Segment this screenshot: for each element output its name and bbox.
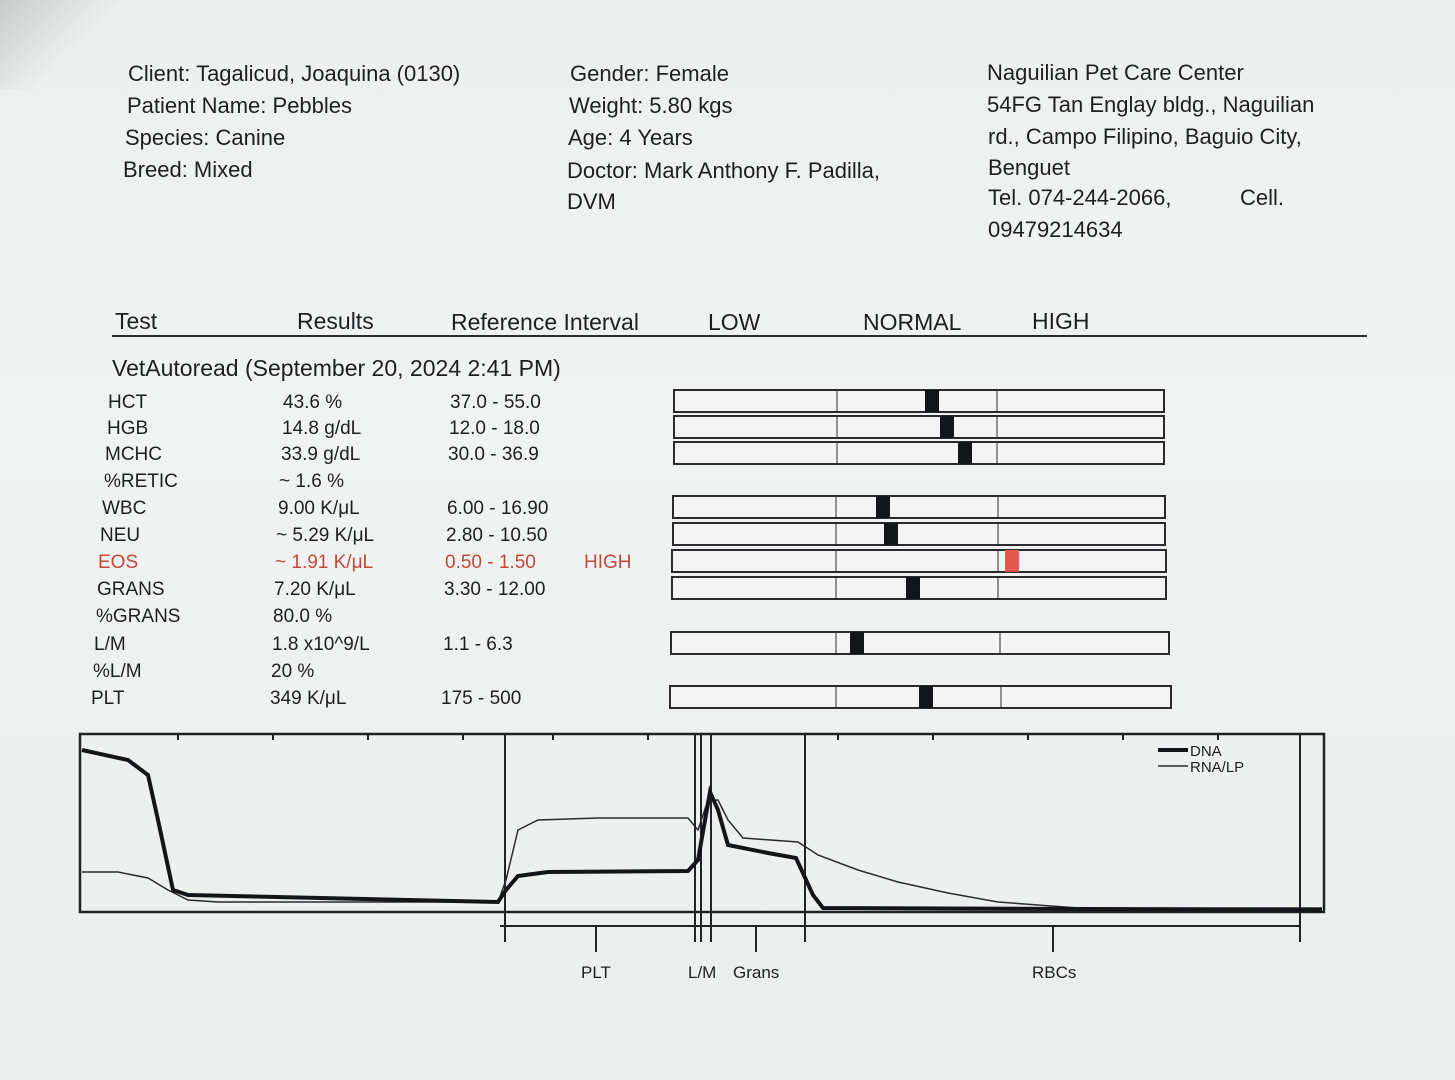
test-result: 7.20 K/μL xyxy=(274,579,356,600)
range-marker xyxy=(884,523,898,545)
client-name: Client: Tagalicud, Joaquina (0130) xyxy=(128,61,461,86)
test-name: %RETIC xyxy=(104,471,178,492)
test-reference-interval: 37.0 - 55.0 xyxy=(450,392,541,413)
test-name: L/M xyxy=(94,634,126,655)
test-result: ~ 1.91 K/μL xyxy=(275,552,374,573)
range-divider xyxy=(835,497,837,517)
range-marker xyxy=(958,442,972,464)
clinic-name: Naguilian Pet Care Center xyxy=(987,60,1244,85)
test-name: HCT xyxy=(108,392,148,413)
range-indicator-bar xyxy=(673,389,1165,413)
clinic-address-line-3: Benguet xyxy=(988,155,1070,180)
range-indicator-bar xyxy=(669,685,1172,709)
range-marker xyxy=(1005,550,1019,572)
region-label-rbcs: RBCs xyxy=(1032,963,1077,982)
doctor: Doctor: Mark Anthony F. Padilla, xyxy=(567,158,881,183)
weight: Weight: 5.80 kgs xyxy=(569,93,733,118)
test-result: 1.8 x10^9/L xyxy=(272,634,370,655)
test-name: NEU xyxy=(100,525,141,546)
range-marker xyxy=(876,496,890,518)
test-result: 9.00 K/μL xyxy=(278,498,360,519)
range-divider xyxy=(996,443,998,463)
test-result: ~ 1.6 % xyxy=(279,471,344,492)
header-reference-interval: Reference Interval xyxy=(451,309,639,335)
range-divider xyxy=(1000,687,1002,707)
region-label-grans: Grans xyxy=(733,963,780,982)
test-result: 43.6 % xyxy=(283,392,343,413)
region-label-plt: PLT xyxy=(581,963,611,982)
range-divider xyxy=(997,551,999,571)
test-reference-interval: 2.80 - 10.50 xyxy=(446,525,548,546)
range-indicator-bar xyxy=(673,415,1165,439)
species: Species: Canine xyxy=(125,125,286,150)
range-divider xyxy=(835,551,837,571)
clinic-telephone: Tel. 074-244-2066, xyxy=(988,185,1172,210)
test-name: HGB xyxy=(107,418,149,439)
clinic-address-line-1: 54FG Tan Englay bldg., Naguilian xyxy=(987,92,1315,117)
cell-distribution-histogram xyxy=(78,730,1328,990)
test-reference-interval: 6.00 - 16.90 xyxy=(447,498,549,519)
doctor-title: DVM xyxy=(567,189,616,214)
header-high: HIGH xyxy=(1032,308,1090,334)
header-low: LOW xyxy=(708,309,761,335)
legend-dna: DNA xyxy=(1190,743,1222,760)
region-label-lm: L/M xyxy=(688,963,717,982)
header-divider xyxy=(112,335,1367,337)
range-divider xyxy=(835,578,837,598)
range-divider xyxy=(836,443,838,463)
range-indicator-bar xyxy=(673,441,1165,465)
range-divider xyxy=(996,417,998,437)
range-marker xyxy=(925,390,939,412)
test-name: PLT xyxy=(91,688,125,709)
patient-name: Patient Name: Pebbles xyxy=(127,93,353,118)
range-divider xyxy=(999,633,1001,653)
legend-rna-lp: RNA/LP xyxy=(1190,759,1245,776)
paper-corner-shadow xyxy=(0,0,120,90)
test-result: 80.0 % xyxy=(273,606,333,627)
test-reference-interval: 30.0 - 36.9 xyxy=(448,444,539,465)
clinic-cell-label: Cell. xyxy=(1240,185,1285,210)
test-result: 20 % xyxy=(271,661,315,682)
header-results: Results xyxy=(297,308,374,334)
test-name: %GRANS xyxy=(96,606,181,627)
range-divider xyxy=(997,524,999,544)
test-reference-interval: 1.1 - 6.3 xyxy=(443,634,513,655)
test-reference-interval: 175 - 500 xyxy=(441,688,522,709)
range-divider xyxy=(836,417,838,437)
breed: Breed: Mixed xyxy=(123,157,253,182)
test-result: 349 K/μL xyxy=(270,688,347,709)
age: Age: 4 Years xyxy=(568,125,693,150)
test-name: EOS xyxy=(98,552,139,573)
test-result: ~ 5.29 K/μL xyxy=(276,525,375,546)
range-divider xyxy=(997,578,999,598)
range-marker xyxy=(906,577,920,599)
test-reference-interval: 12.0 - 18.0 xyxy=(449,418,540,439)
range-divider xyxy=(835,633,837,653)
range-marker xyxy=(919,686,933,708)
test-flag: HIGH xyxy=(584,552,632,573)
test-reference-interval: 0.50 - 1.50 xyxy=(445,552,536,573)
test-name: %L/M xyxy=(93,661,142,682)
test-name: GRANS xyxy=(97,579,165,600)
range-divider xyxy=(836,391,838,411)
test-name: MCHC xyxy=(105,444,162,465)
histogram-axis xyxy=(500,926,1300,952)
test-result: 14.8 g/dL xyxy=(282,418,362,439)
range-indicator-bar xyxy=(672,522,1166,546)
range-divider xyxy=(997,497,999,517)
range-indicator-bar xyxy=(672,495,1166,519)
range-divider xyxy=(835,687,837,707)
test-name: WBC xyxy=(102,498,147,519)
test-result: 33.9 g/dL xyxy=(281,444,361,465)
range-divider xyxy=(996,391,998,411)
range-indicator-bar xyxy=(670,631,1170,655)
section-title: VetAutoread (September 20, 2024 2:41 PM) xyxy=(112,355,561,381)
range-indicator-bar xyxy=(671,549,1167,573)
clinic-address-line-2: rd., Campo Filipino, Baguio City, xyxy=(988,124,1302,149)
range-marker xyxy=(850,632,864,654)
range-indicator-bar xyxy=(671,576,1167,600)
clinic-cell-number: 09479214634 xyxy=(988,217,1123,242)
header-test: Test xyxy=(115,308,158,334)
histogram-legend xyxy=(1158,743,1244,776)
gender: Gender: Female xyxy=(570,61,729,86)
header-normal: NORMAL xyxy=(863,309,962,335)
range-divider xyxy=(835,524,837,544)
test-reference-interval: 3.30 - 12.00 xyxy=(444,579,546,600)
range-marker xyxy=(940,416,954,438)
